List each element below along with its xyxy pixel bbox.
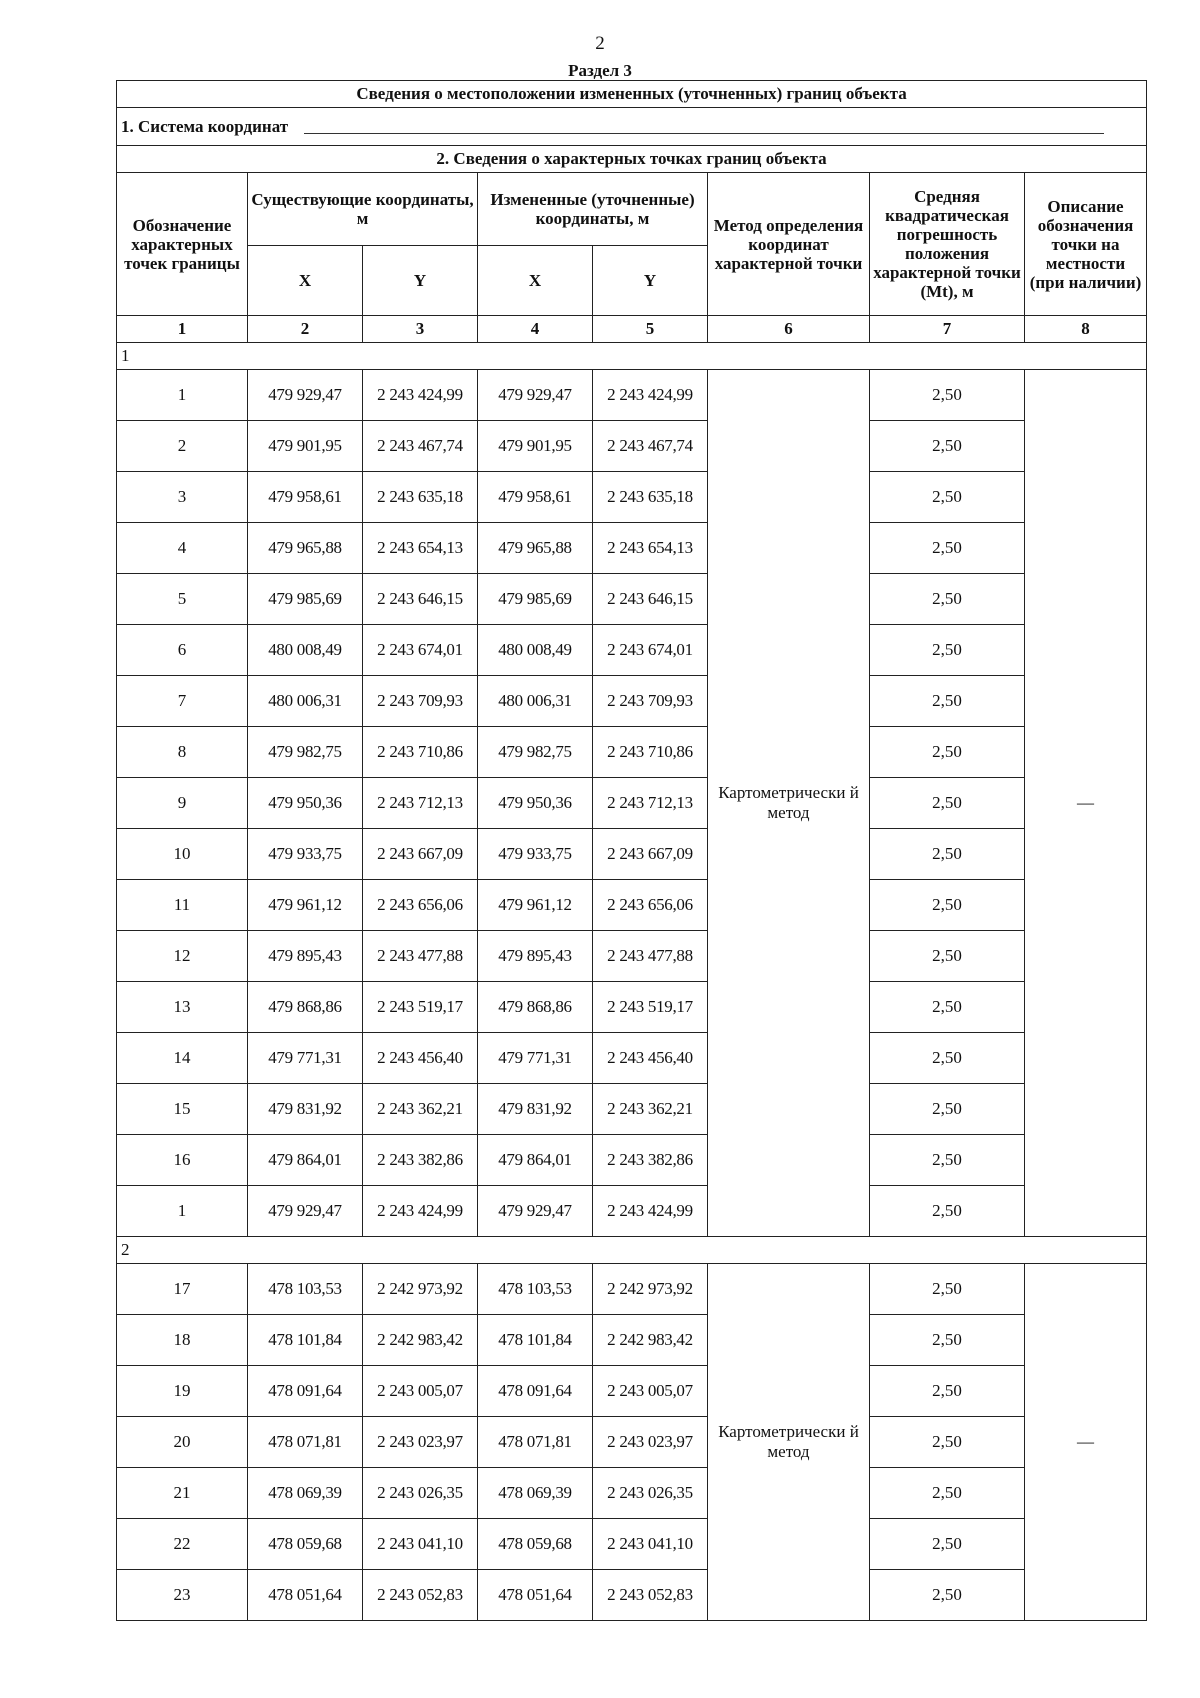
table-row bbox=[117, 1468, 1147, 1519]
existing-x: 479 933,75 bbox=[248, 829, 363, 880]
changed-y: 2 243 667,09 bbox=[593, 829, 708, 880]
header-existing-y: Y bbox=[363, 246, 478, 316]
column-number: 4 bbox=[478, 316, 593, 343]
changed-x: 480 006,31 bbox=[478, 676, 593, 727]
existing-x: 479 961,12 bbox=[248, 880, 363, 931]
point-number: 14 bbox=[117, 1033, 248, 1084]
existing-y: 2 243 382,86 bbox=[363, 1135, 478, 1186]
existing-x: 478 071,81 bbox=[248, 1417, 363, 1468]
contour-label: 2 bbox=[117, 1237, 1147, 1264]
changed-y: 2 243 382,86 bbox=[593, 1135, 708, 1186]
changed-x: 478 101,84 bbox=[478, 1315, 593, 1366]
table-row bbox=[117, 1186, 1147, 1237]
header-method: Метод определения координат характерной точки bbox=[708, 173, 870, 316]
changed-x: 479 864,01 bbox=[478, 1135, 593, 1186]
method-cell: Картометрически й метод bbox=[708, 1264, 870, 1621]
column-number: 7 bbox=[870, 316, 1025, 343]
point-number: 9 bbox=[117, 778, 248, 829]
point-number: 11 bbox=[117, 880, 248, 931]
table-row bbox=[117, 1264, 1147, 1315]
section-title: Раздел 3 bbox=[568, 61, 632, 80]
changed-x: 478 103,53 bbox=[478, 1264, 593, 1315]
header-existing-x: X bbox=[248, 246, 363, 316]
existing-y: 2 243 654,13 bbox=[363, 523, 478, 574]
existing-x: 479 831,92 bbox=[248, 1084, 363, 1135]
changed-x: 479 958,61 bbox=[478, 472, 593, 523]
method-cell: Картометрически й метод bbox=[708, 370, 870, 1237]
existing-x: 479 950,36 bbox=[248, 778, 363, 829]
changed-x: 479 901,95 bbox=[478, 421, 593, 472]
table-row bbox=[117, 931, 1147, 982]
existing-y: 2 243 052,83 bbox=[363, 1570, 478, 1621]
header-error: Средняя квадратическая погрешность положения характерной точки (Mt), м bbox=[870, 173, 1025, 316]
mean-square-error: 2,50 bbox=[870, 676, 1025, 727]
existing-y: 2 243 467,74 bbox=[363, 421, 478, 472]
mean-square-error: 2,50 bbox=[870, 1264, 1025, 1315]
existing-x: 478 091,64 bbox=[248, 1366, 363, 1417]
changed-y: 2 243 709,93 bbox=[593, 676, 708, 727]
changed-x: 479 933,75 bbox=[478, 829, 593, 880]
existing-x: 479 982,75 bbox=[248, 727, 363, 778]
point-description: — bbox=[1025, 370, 1147, 1237]
mean-square-error: 2,50 bbox=[870, 370, 1025, 421]
existing-y: 2 243 005,07 bbox=[363, 1366, 478, 1417]
changed-y: 2 243 674,01 bbox=[593, 625, 708, 676]
changed-x: 478 069,39 bbox=[478, 1468, 593, 1519]
mean-square-error: 2,50 bbox=[870, 880, 1025, 931]
changed-x: 479 961,12 bbox=[478, 880, 593, 931]
existing-y: 2 243 424,99 bbox=[363, 370, 478, 421]
table-row bbox=[117, 370, 1147, 421]
mean-square-error: 2,50 bbox=[870, 625, 1025, 676]
changed-x: 479 982,75 bbox=[478, 727, 593, 778]
point-number: 6 bbox=[117, 625, 248, 676]
contour-group-row bbox=[117, 1237, 1147, 1264]
point-number: 15 bbox=[117, 1084, 248, 1135]
mean-square-error: 2,50 bbox=[870, 523, 1025, 574]
changed-x: 479 929,47 bbox=[478, 1186, 593, 1237]
changed-x: 479 929,47 bbox=[478, 370, 593, 421]
coordinate-system-label: 1. Система координат bbox=[121, 116, 289, 136]
boundary-table bbox=[116, 80, 1147, 1621]
changed-y: 2 243 362,21 bbox=[593, 1084, 708, 1135]
existing-y: 2 243 635,18 bbox=[363, 472, 478, 523]
table-row bbox=[117, 472, 1147, 523]
changed-y: 2 243 519,17 bbox=[593, 982, 708, 1033]
changed-y: 2 243 712,13 bbox=[593, 778, 708, 829]
existing-y: 2 243 026,35 bbox=[363, 1468, 478, 1519]
table-row bbox=[117, 1519, 1147, 1570]
table-row bbox=[117, 778, 1147, 829]
existing-y: 2 243 519,17 bbox=[363, 982, 478, 1033]
point-number: 23 bbox=[117, 1570, 248, 1621]
column-number: 1 bbox=[117, 316, 248, 343]
table-row bbox=[117, 625, 1147, 676]
existing-x: 478 103,53 bbox=[248, 1264, 363, 1315]
points-title: 2. Сведения о характерных точках границ объекта bbox=[117, 146, 1147, 173]
point-number: 2 bbox=[117, 421, 248, 472]
changed-x: 479 895,43 bbox=[478, 931, 593, 982]
header-existing-coordinates: Существующие координаты, м bbox=[248, 173, 478, 246]
contour-label: 1 bbox=[117, 343, 1147, 370]
existing-y: 2 243 656,06 bbox=[363, 880, 478, 931]
existing-y: 2 243 477,88 bbox=[363, 931, 478, 982]
point-number: 18 bbox=[117, 1315, 248, 1366]
point-number: 7 bbox=[117, 676, 248, 727]
existing-y: 2 243 667,09 bbox=[363, 829, 478, 880]
existing-x: 479 929,47 bbox=[248, 1186, 363, 1237]
existing-x: 479 929,47 bbox=[248, 370, 363, 421]
existing-x: 479 771,31 bbox=[248, 1033, 363, 1084]
mean-square-error: 2,50 bbox=[870, 574, 1025, 625]
table-row bbox=[117, 1366, 1147, 1417]
existing-x: 480 008,49 bbox=[248, 625, 363, 676]
existing-x: 478 051,64 bbox=[248, 1570, 363, 1621]
point-number: 12 bbox=[117, 931, 248, 982]
existing-x: 480 006,31 bbox=[248, 676, 363, 727]
page-number: 2 bbox=[595, 33, 605, 54]
existing-x: 479 895,43 bbox=[248, 931, 363, 982]
mean-square-error: 2,50 bbox=[870, 1417, 1025, 1468]
mean-square-error: 2,50 bbox=[870, 727, 1025, 778]
existing-x: 478 059,68 bbox=[248, 1519, 363, 1570]
table-row bbox=[117, 727, 1147, 778]
column-number: 2 bbox=[248, 316, 363, 343]
existing-y: 2 243 710,86 bbox=[363, 727, 478, 778]
column-number: 6 bbox=[708, 316, 870, 343]
existing-x: 479 864,01 bbox=[248, 1135, 363, 1186]
point-description: — bbox=[1025, 1264, 1147, 1621]
table-row bbox=[117, 421, 1147, 472]
point-number: 10 bbox=[117, 829, 248, 880]
existing-y: 2 242 983,42 bbox=[363, 1315, 478, 1366]
column-number: 5 bbox=[593, 316, 708, 343]
column-number: 3 bbox=[363, 316, 478, 343]
point-number: 22 bbox=[117, 1519, 248, 1570]
existing-x: 479 965,88 bbox=[248, 523, 363, 574]
existing-y: 2 243 023,97 bbox=[363, 1417, 478, 1468]
point-number: 1 bbox=[117, 1186, 248, 1237]
existing-y: 2 243 041,10 bbox=[363, 1519, 478, 1570]
changed-x: 478 051,64 bbox=[478, 1570, 593, 1621]
table-row bbox=[117, 574, 1147, 625]
table-row bbox=[117, 1315, 1147, 1366]
contour-group-row bbox=[117, 343, 1147, 370]
changed-y: 2 243 005,07 bbox=[593, 1366, 708, 1417]
table-title: Сведения о местоположении измененных (уточненных) границ объекта bbox=[117, 81, 1147, 108]
changed-y: 2 243 023,97 bbox=[593, 1417, 708, 1468]
point-number: 4 bbox=[117, 523, 248, 574]
point-number: 8 bbox=[117, 727, 248, 778]
coordinate-system-blank-line bbox=[304, 121, 1104, 134]
table-row bbox=[117, 1084, 1147, 1135]
existing-x: 479 985,69 bbox=[248, 574, 363, 625]
changed-y: 2 243 424,99 bbox=[593, 1186, 708, 1237]
header-changed-y: Y bbox=[593, 246, 708, 316]
header-description: Описание обозначения точки на местности (при наличии) bbox=[1025, 173, 1147, 316]
point-number: 19 bbox=[117, 1366, 248, 1417]
table-row bbox=[117, 829, 1147, 880]
changed-x: 478 071,81 bbox=[478, 1417, 593, 1468]
changed-y: 2 242 983,42 bbox=[593, 1315, 708, 1366]
existing-y: 2 242 973,92 bbox=[363, 1264, 478, 1315]
changed-y: 2 243 041,10 bbox=[593, 1519, 708, 1570]
changed-y: 2 243 467,74 bbox=[593, 421, 708, 472]
changed-y: 2 243 656,06 bbox=[593, 880, 708, 931]
changed-x: 479 950,36 bbox=[478, 778, 593, 829]
table-row bbox=[117, 982, 1147, 1033]
mean-square-error: 2,50 bbox=[870, 1315, 1025, 1366]
existing-x: 478 101,84 bbox=[248, 1315, 363, 1366]
existing-y: 2 243 674,01 bbox=[363, 625, 478, 676]
existing-y: 2 243 646,15 bbox=[363, 574, 478, 625]
header-changed-coordinates: Измененные (уточненные) координаты, м bbox=[478, 173, 708, 246]
point-number: 1 bbox=[117, 370, 248, 421]
existing-x: 479 868,86 bbox=[248, 982, 363, 1033]
mean-square-error: 2,50 bbox=[870, 472, 1025, 523]
table-row bbox=[117, 1033, 1147, 1084]
mean-square-error: 2,50 bbox=[870, 1468, 1025, 1519]
existing-x: 479 958,61 bbox=[248, 472, 363, 523]
mean-square-error: 2,50 bbox=[870, 1366, 1025, 1417]
column-numbers-row bbox=[117, 316, 1147, 343]
changed-y: 2 243 635,18 bbox=[593, 472, 708, 523]
point-number: 20 bbox=[117, 1417, 248, 1468]
header-changed-x: X bbox=[478, 246, 593, 316]
changed-y: 2 243 424,99 bbox=[593, 370, 708, 421]
existing-x: 479 901,95 bbox=[248, 421, 363, 472]
point-number: 5 bbox=[117, 574, 248, 625]
existing-y: 2 243 712,13 bbox=[363, 778, 478, 829]
header-designation: Обозначение характерных точек границы bbox=[117, 173, 248, 316]
table-row bbox=[117, 880, 1147, 931]
point-number: 16 bbox=[117, 1135, 248, 1186]
point-number: 17 bbox=[117, 1264, 248, 1315]
table-row bbox=[117, 523, 1147, 574]
existing-y: 2 243 424,99 bbox=[363, 1186, 478, 1237]
changed-y: 2 243 456,40 bbox=[593, 1033, 708, 1084]
existing-x: 478 069,39 bbox=[248, 1468, 363, 1519]
point-number: 3 bbox=[117, 472, 248, 523]
changed-y: 2 242 973,92 bbox=[593, 1264, 708, 1315]
mean-square-error: 2,50 bbox=[870, 1135, 1025, 1186]
mean-square-error: 2,50 bbox=[870, 829, 1025, 880]
mean-square-error: 2,50 bbox=[870, 1033, 1025, 1084]
changed-x: 479 831,92 bbox=[478, 1084, 593, 1135]
mean-square-error: 2,50 bbox=[870, 1084, 1025, 1135]
changed-y: 2 243 646,15 bbox=[593, 574, 708, 625]
changed-y: 2 243 052,83 bbox=[593, 1570, 708, 1621]
changed-y: 2 243 477,88 bbox=[593, 931, 708, 982]
changed-x: 480 008,49 bbox=[478, 625, 593, 676]
table-row bbox=[117, 676, 1147, 727]
point-number: 13 bbox=[117, 982, 248, 1033]
changed-x: 478 059,68 bbox=[478, 1519, 593, 1570]
table-row bbox=[117, 1135, 1147, 1186]
changed-y: 2 243 654,13 bbox=[593, 523, 708, 574]
existing-y: 2 243 456,40 bbox=[363, 1033, 478, 1084]
table-row bbox=[117, 1570, 1147, 1621]
changed-x: 479 985,69 bbox=[478, 574, 593, 625]
changed-x: 478 091,64 bbox=[478, 1366, 593, 1417]
mean-square-error: 2,50 bbox=[870, 982, 1025, 1033]
existing-y: 2 243 709,93 bbox=[363, 676, 478, 727]
coordinate-system-row bbox=[117, 108, 1147, 146]
point-number: 21 bbox=[117, 1468, 248, 1519]
mean-square-error: 2,50 bbox=[870, 1186, 1025, 1237]
mean-square-error: 2,50 bbox=[870, 1519, 1025, 1570]
changed-y: 2 243 710,86 bbox=[593, 727, 708, 778]
mean-square-error: 2,50 bbox=[870, 778, 1025, 829]
mean-square-error: 2,50 bbox=[870, 931, 1025, 982]
existing-y: 2 243 362,21 bbox=[363, 1084, 478, 1135]
changed-x: 479 868,86 bbox=[478, 982, 593, 1033]
column-number: 8 bbox=[1025, 316, 1147, 343]
changed-y: 2 243 026,35 bbox=[593, 1468, 708, 1519]
table-row bbox=[117, 1417, 1147, 1468]
mean-square-error: 2,50 bbox=[870, 421, 1025, 472]
changed-x: 479 771,31 bbox=[478, 1033, 593, 1084]
mean-square-error: 2,50 bbox=[870, 1570, 1025, 1621]
changed-x: 479 965,88 bbox=[478, 523, 593, 574]
